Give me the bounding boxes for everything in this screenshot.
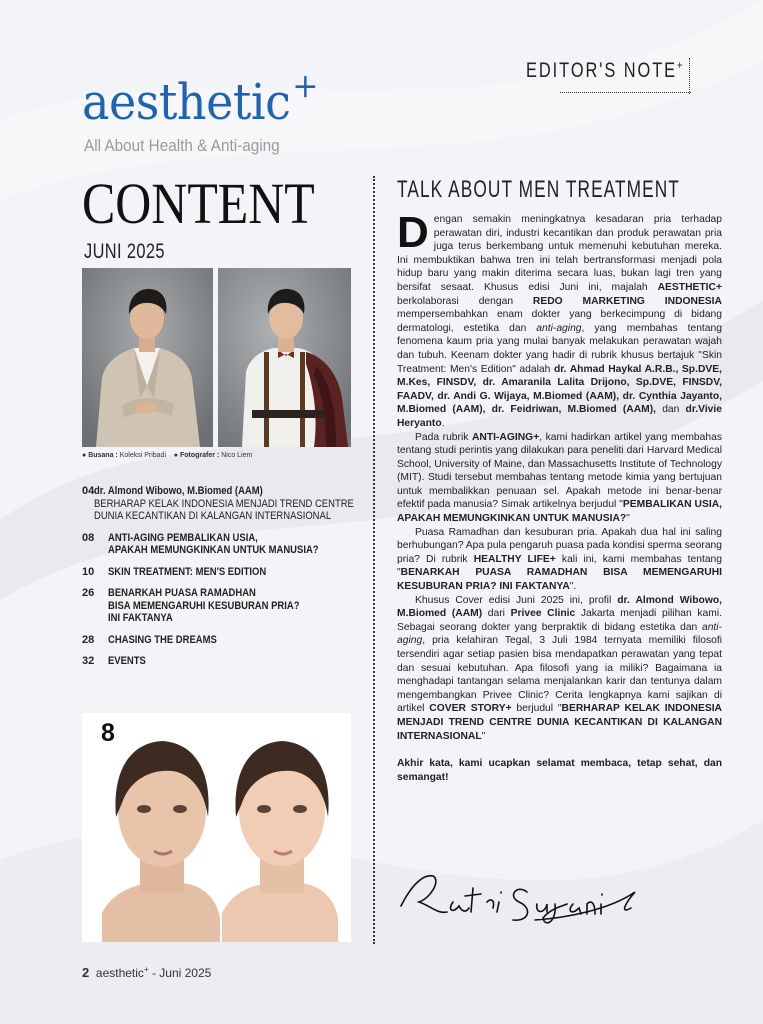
toc-line: BENARKAH PUASA RAMADHAN (108, 587, 256, 599)
toc-page-number: 10 (82, 565, 95, 578)
text-run: BENARKAH PUASA RAMADHAN BISA MEMENGARUHI KESUBURAN PRIA? INI FAKTANYA (397, 567, 722, 593)
text-run: Khusus Cover edisi Juni 2025 ini, profil (415, 594, 618, 606)
text-run: anti-aging (536, 322, 582, 334)
toc-line: EVENTS (108, 655, 146, 667)
toc-line: CHASING THE DREAMS (108, 633, 217, 646)
toc-entry-text (108, 587, 372, 625)
photo-credits: ● Busana : Koleksi Pribadi ● Fotografer : Nico Liem (82, 452, 253, 459)
article-paragraph-1 (397, 208, 722, 431)
text-run: dr. Ahmad Haykal A.R.B., Sp.DVE, M.Kes, FINSDV, dr. Amaranila Lalita Drijono, Sp.DVE, FINSDV, FAADV, dr. Andi G. Wijaya, M.Biomed (AAM), dr. Cynthia Jayanto, M.Biomed (AAM), dr. Feidriwan, M.Biomed (AAM), (397, 363, 722, 416)
toc-line: BERHARAP KELAK INDONESIA MENJADI TREND CENTRE (94, 497, 355, 510)
toc-line: ANTI-AGING PEMBALIKAN USIA, (108, 531, 258, 544)
text-run: PEMBALIKAN USIA, APAKAH MEMUNGKINKAN UNTUK MANUSIA? (397, 499, 722, 525)
toc-entry-text (108, 532, 372, 557)
text-run: . (441, 417, 445, 429)
magazine-logo: aesthetic+ (82, 66, 319, 131)
table-of-contents (82, 485, 372, 677)
text-run: , yang membahas tentang fenomena kaum pria yang mulai banyak melakukan perawatan wajah dan tubuh. Keenam dokter yang hadir di rubrik khusus bertajuk "Skin Treatment: Men's Edition" adalah (397, 322, 722, 375)
feature-image-faces (82, 713, 351, 942)
article-paragraph-3 (397, 526, 722, 594)
text-run: REDO MARKETING INDONESIA (532, 295, 722, 307)
text-run: COVER STORY+ (429, 703, 512, 715)
feature-image-number: 8 (101, 719, 115, 747)
toc-page-number: 28 (82, 633, 95, 646)
text-run: ". (569, 581, 577, 593)
header-divider-horizontal (560, 92, 691, 93)
toc-entry-text (108, 655, 372, 668)
toc-item[interactable] (82, 485, 372, 523)
cover-photo-suit (82, 268, 213, 447)
article-title: TALK ABOUT MEN TREATMENT (397, 176, 680, 203)
toc-page-number: 08 (82, 531, 95, 544)
toc-line: APAKAH MEMUNGKINKAN UNTUK MANUSIA? (108, 544, 319, 556)
text-run: Jakarta menjadi pilihan kami. Sebagai seorang dokter yang berpraktik di bidang estetika dan (397, 608, 723, 633)
toc-page-number: 04 (82, 485, 95, 497)
article-body (397, 208, 723, 784)
toc-item[interactable] (82, 532, 372, 557)
article-paragraph-2 (397, 431, 722, 526)
text-run: kali ini, kami membahas tentang " (397, 553, 723, 579)
toc-item[interactable] (82, 634, 372, 647)
text-run: Puasa Ramadhan dan kesuburan pria. Apakah dua hal ini saling berhubungan? Apa pula pengaruh puasa pada kondisi sperma seorang pria? Di rubrik (397, 526, 722, 565)
text-run: dan (656, 404, 686, 416)
header-divider-vertical (689, 58, 690, 94)
text-run: dari (482, 608, 511, 620)
text-run: " (626, 513, 630, 525)
toc-entry-text (94, 485, 396, 523)
tagline: All About Health & Anti-aging (84, 136, 280, 155)
toc-line: BISA MEMENGARUHI KESUBURAN PRIA? (108, 599, 300, 612)
page-title: CONTENT (82, 171, 315, 236)
text-run: anti-aging (397, 621, 722, 647)
toc-item[interactable] (82, 566, 372, 579)
text-run: dr. Almond Wibowo, M.Biomed (AAM) (397, 594, 722, 620)
toc-entry-text (108, 566, 372, 579)
toc-line: SKIN TREATMENT: MEN'S EDITION (108, 565, 267, 578)
page-number: 2 (82, 965, 90, 980)
text-run: Pada rubrik (415, 431, 472, 443)
drop-cap: D (397, 208, 429, 257)
text-run: ANTI-AGING+ (471, 431, 540, 443)
editor-signature (395, 862, 685, 937)
text-run: " (481, 730, 486, 742)
toc-page-number: 26 (82, 587, 95, 599)
section-label: EDITOR'S NOTE+ (526, 58, 685, 82)
article-paragraph-4 (397, 594, 722, 744)
text-run: engan semakin meningkatnya kesadaran pria terhadap perawatan diri, industri kecantikan dan produk perawatan pria juga terus berkembang untuk memenuhi kebutuhan mereka. Ini membuktikan bahwa tren ini telah bertransformasi menjadi pola hidup baru yang makin diterima secara luas, bukan lagi tren yang bersifat sesaat. Khusus edisi Juni ini, majalah (397, 214, 722, 293)
toc-line: dr. Almond Wibowo, M.Biomed (AAM) (94, 485, 264, 497)
issue-date: JUNI 2025 (84, 240, 165, 263)
toc-entry-text (108, 634, 372, 647)
page-footer: 2 aesthetic+ - Juni 2025 (82, 965, 212, 980)
toc-item[interactable] (82, 587, 372, 625)
toc-page-number: 32 (82, 655, 95, 667)
toc-line: INI FAKTANYA (108, 612, 173, 624)
text-run: , kami hadirkan artikel yang membahas tentang studi perintis yang dilakukan para peneliti dari Harvard Medical School, University of Maine, dan Massachusetts Institute of Technology (MIT). Studi tersebut membahas tentang metode kimia yang bertujuan untuk membalikkan penuaan sel. Apakah metode ini benar-benar efektif pada manusia? Simak artikelnya berjudul " (397, 431, 722, 511)
column-divider (373, 176, 375, 944)
text-run: mempersembahkan enam dokter yang berkecimpung di bidang dermatologi, estetika dan (397, 309, 722, 334)
closing-line: Akhir kata, kami ucapkan selamat membaca, tetap sehat, dan semangat! (397, 758, 722, 783)
text-run: berjudul " (511, 703, 562, 715)
text-run: BERHARAP KELAK INDONESIA MENJADI TREND CENTRE DUNIA KECANTIKAN DI KALANGAN INTERNASIONAL (397, 703, 722, 742)
text-run: AESTHETIC+ (657, 281, 722, 293)
cover-photo-suspenders (218, 268, 351, 447)
text-run: berkolaborasi dengan (397, 295, 533, 307)
text-run: Privee Clinic (510, 608, 576, 620)
text-run: , pria kelahiran Tegal, 3 Juli 1984 ternyata memiliki filosofi tersendiri agar setiap pasien bisa mendapatkan perawatan yang tepat dan sesuai kebutuhan. Apa filosofi yang ia miliki? Bagaimana ia menghadapi tantangan selama menjalankan karir dan tentunya dalam mengembangkan Privee Clinic? Cerita lengkapnya kami sajikan di artikel (397, 635, 722, 715)
text-run: HEALTHY LIFE+ (473, 553, 556, 565)
toc-line: DUNIA KECANTIKAN DI KALANGAN INTERNASIONAL (94, 510, 332, 522)
toc-item[interactable] (82, 655, 372, 668)
text-run: dr.Vivie Heryanto (397, 404, 722, 429)
